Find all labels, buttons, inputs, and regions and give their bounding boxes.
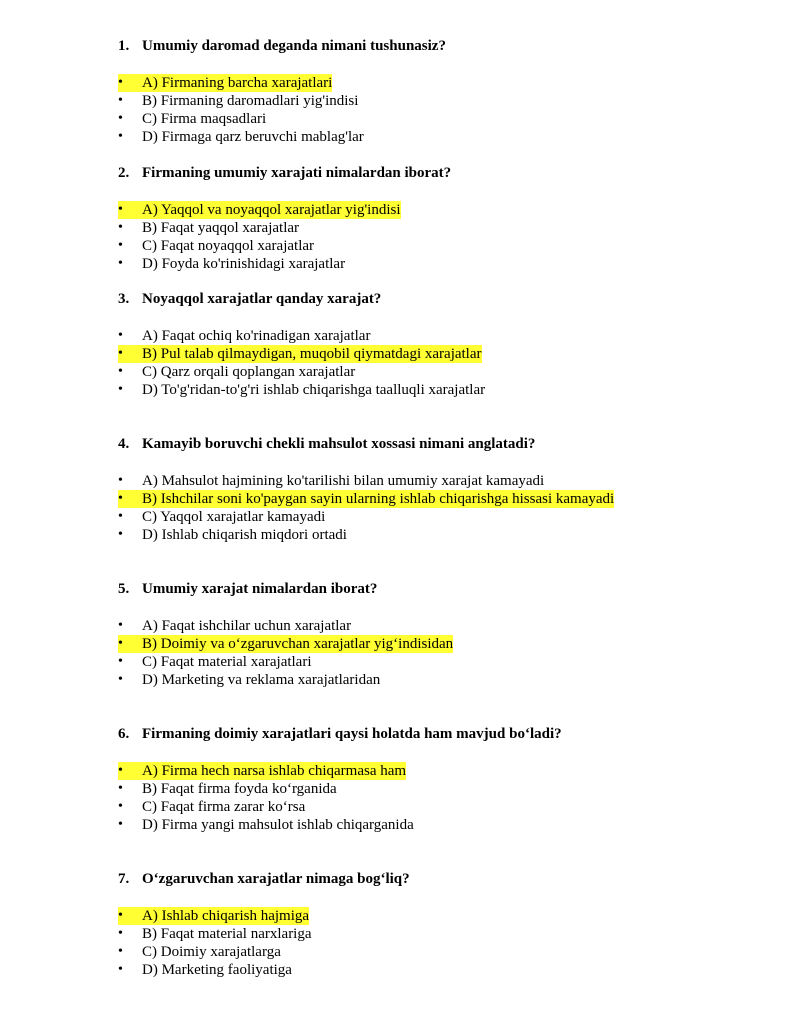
question-title	[118, 164, 758, 183]
option-text: C) Faqat firma zarar ko‘rsa	[142, 799, 306, 815]
option-text: C) Faqat material xarajatlari	[142, 654, 312, 670]
option-text: D) Marketing va reklama xarajatlaridan	[142, 672, 381, 688]
option-text: B) Faqat yaqqol xarajatlar	[142, 220, 300, 236]
question-number: 1.	[118, 38, 130, 54]
question-title	[118, 870, 758, 889]
bullet: •	[118, 509, 123, 524]
option-b	[118, 92, 758, 110]
option-text: D) Firma yangi mahsulot ishlab chiqarganida	[142, 817, 414, 833]
question-text: O‘zgaruvchan xarajatlar nimaga bog‘liq?	[142, 871, 410, 887]
question-6	[118, 725, 758, 834]
option-a	[118, 472, 758, 490]
option-text: A) Firmaning barcha xarajatlari	[142, 75, 333, 91]
bullet: •	[118, 345, 130, 363]
bullet: •	[118, 618, 123, 633]
question-3	[118, 290, 758, 399]
bullet: •	[118, 74, 130, 92]
option-d	[118, 526, 758, 544]
option-a	[118, 617, 758, 635]
bullet: •	[118, 762, 130, 780]
option-c	[118, 653, 758, 671]
question-text: Noyaqqol xarajatlar qanday xarajat?	[142, 291, 382, 307]
bullet: •	[118, 962, 123, 977]
option-text: D) To'g'ridan-to'g'ri ishlab chiqarishga taalluqli xarajatlar	[142, 382, 486, 398]
question-number: 4.	[118, 436, 130, 452]
option-c	[118, 363, 758, 381]
option-text: C) Yaqqol xarajatlar kamayadi	[142, 509, 326, 525]
option-list	[118, 907, 758, 979]
question-1	[118, 37, 758, 146]
option-list	[118, 762, 758, 834]
option-text: D) Ishlab chiqarish miqdori ortadi	[142, 527, 347, 543]
question-5	[118, 580, 758, 689]
option-text: C) Firma maqsadlari	[142, 111, 267, 127]
option-d	[118, 128, 758, 146]
option-c	[118, 508, 758, 526]
question-title	[118, 290, 758, 309]
option-text: B) Firmaning daromadlari yig'indisi	[142, 93, 359, 109]
bullet: •	[118, 201, 130, 219]
bullet: •	[118, 328, 123, 343]
bullet: •	[118, 129, 123, 144]
option-d	[118, 961, 758, 979]
question-text: Firmaning doimiy xarajatlari qaysi holatda ham mavjud bo‘ladi?	[142, 726, 562, 742]
option-b	[118, 345, 758, 363]
option-text: A) Ishlab chiqarish hajmiga	[142, 908, 310, 924]
bullet: •	[118, 654, 123, 669]
bullet: •	[118, 382, 123, 397]
option-b	[118, 490, 758, 508]
bullet: •	[118, 111, 123, 126]
option-a	[118, 907, 758, 925]
option-a	[118, 762, 758, 780]
option-text: D) Firmaga qarz beruvchi mablag'lar	[142, 129, 364, 145]
question-number: 2.	[118, 165, 130, 181]
bullet: •	[118, 907, 130, 925]
option-d	[118, 671, 758, 689]
bullet: •	[118, 944, 123, 959]
option-text: C) Doimiy xarajatlarga	[142, 944, 281, 960]
option-text: A) Yaqqol va noyaqqol xarajatlar yig'indisi	[142, 202, 401, 218]
question-title	[118, 435, 758, 454]
option-b	[118, 925, 758, 943]
option-list	[118, 201, 758, 273]
bullet: •	[118, 238, 123, 253]
question-title	[118, 580, 758, 599]
option-a	[118, 74, 758, 92]
option-text: A) Firma hech narsa ishlab chiqarmasa ham	[142, 763, 407, 779]
bullet: •	[118, 635, 130, 653]
option-d	[118, 255, 758, 273]
option-text: B) Faqat material narxlariga	[142, 926, 312, 942]
question-title	[118, 37, 758, 56]
option-list	[118, 327, 758, 399]
option-c	[118, 110, 758, 128]
bullet: •	[118, 490, 130, 508]
bullet: •	[118, 926, 123, 941]
question-text: Umumiy daromad deganda nimani tushunasiz?	[142, 38, 446, 54]
option-a	[118, 327, 758, 345]
option-c	[118, 237, 758, 255]
option-text: D) Foyda ko'rinishidagi xarajatlar	[142, 256, 346, 272]
option-text: B) Doimiy va o‘zgaruvchan xarajatlar yig‘indisidan	[142, 636, 454, 652]
option-text: C) Faqat noyaqqol xarajatlar	[142, 238, 315, 254]
bullet: •	[118, 473, 123, 488]
option-text: A) Faqat ochiq ko'rinadigan xarajatlar	[142, 328, 371, 344]
option-b	[118, 635, 758, 653]
bullet: •	[118, 527, 123, 542]
question-4	[118, 435, 758, 544]
option-a	[118, 201, 758, 219]
option-text: A) Faqat ishchilar uchun xarajatlar	[142, 618, 352, 634]
option-c	[118, 943, 758, 961]
option-text: A) Mahsulot hajmining ko'tarilishi bilan umumiy xarajat kamayadi	[142, 473, 545, 489]
bullet: •	[118, 799, 123, 814]
question-title	[118, 725, 758, 744]
question-text: Firmaning umumiy xarajati nimalardan iborat?	[142, 165, 452, 181]
question-text: Umumiy xarajat nimalardan iborat?	[142, 581, 378, 597]
option-d	[118, 816, 758, 834]
bullet: •	[118, 220, 123, 235]
option-d	[118, 381, 758, 399]
question-number: 7.	[118, 871, 130, 887]
question-text: Kamayib boruvchi chekli mahsulot xossasi nimani anglatadi?	[142, 436, 536, 452]
option-b	[118, 780, 758, 798]
option-list	[118, 74, 758, 146]
option-text: B) Ishchilar soni ko'paygan sayin ularning ishlab chiqarishga hissasi kamayadi	[142, 491, 615, 507]
question-number: 5.	[118, 581, 130, 597]
question-7	[118, 870, 758, 979]
option-list	[118, 617, 758, 689]
option-text: B) Faqat firma foyda ko‘rganida	[142, 781, 337, 797]
option-list	[118, 472, 758, 544]
bullet: •	[118, 256, 123, 271]
option-b	[118, 219, 758, 237]
option-c	[118, 798, 758, 816]
bullet: •	[118, 672, 123, 687]
option-text: D) Marketing faoliyatiga	[142, 962, 292, 978]
bullet: •	[118, 817, 123, 832]
bullet: •	[118, 364, 123, 379]
option-text: B) Pul talab qilmaydigan, muqobil qiymatdagi xarajatlar	[142, 346, 482, 362]
bullet: •	[118, 781, 123, 796]
question-number: 6.	[118, 726, 130, 742]
bullet: •	[118, 93, 123, 108]
question-2	[118, 164, 758, 273]
option-text: C) Qarz orqali qoplangan xarajatlar	[142, 364, 356, 380]
question-number: 3.	[118, 291, 130, 307]
